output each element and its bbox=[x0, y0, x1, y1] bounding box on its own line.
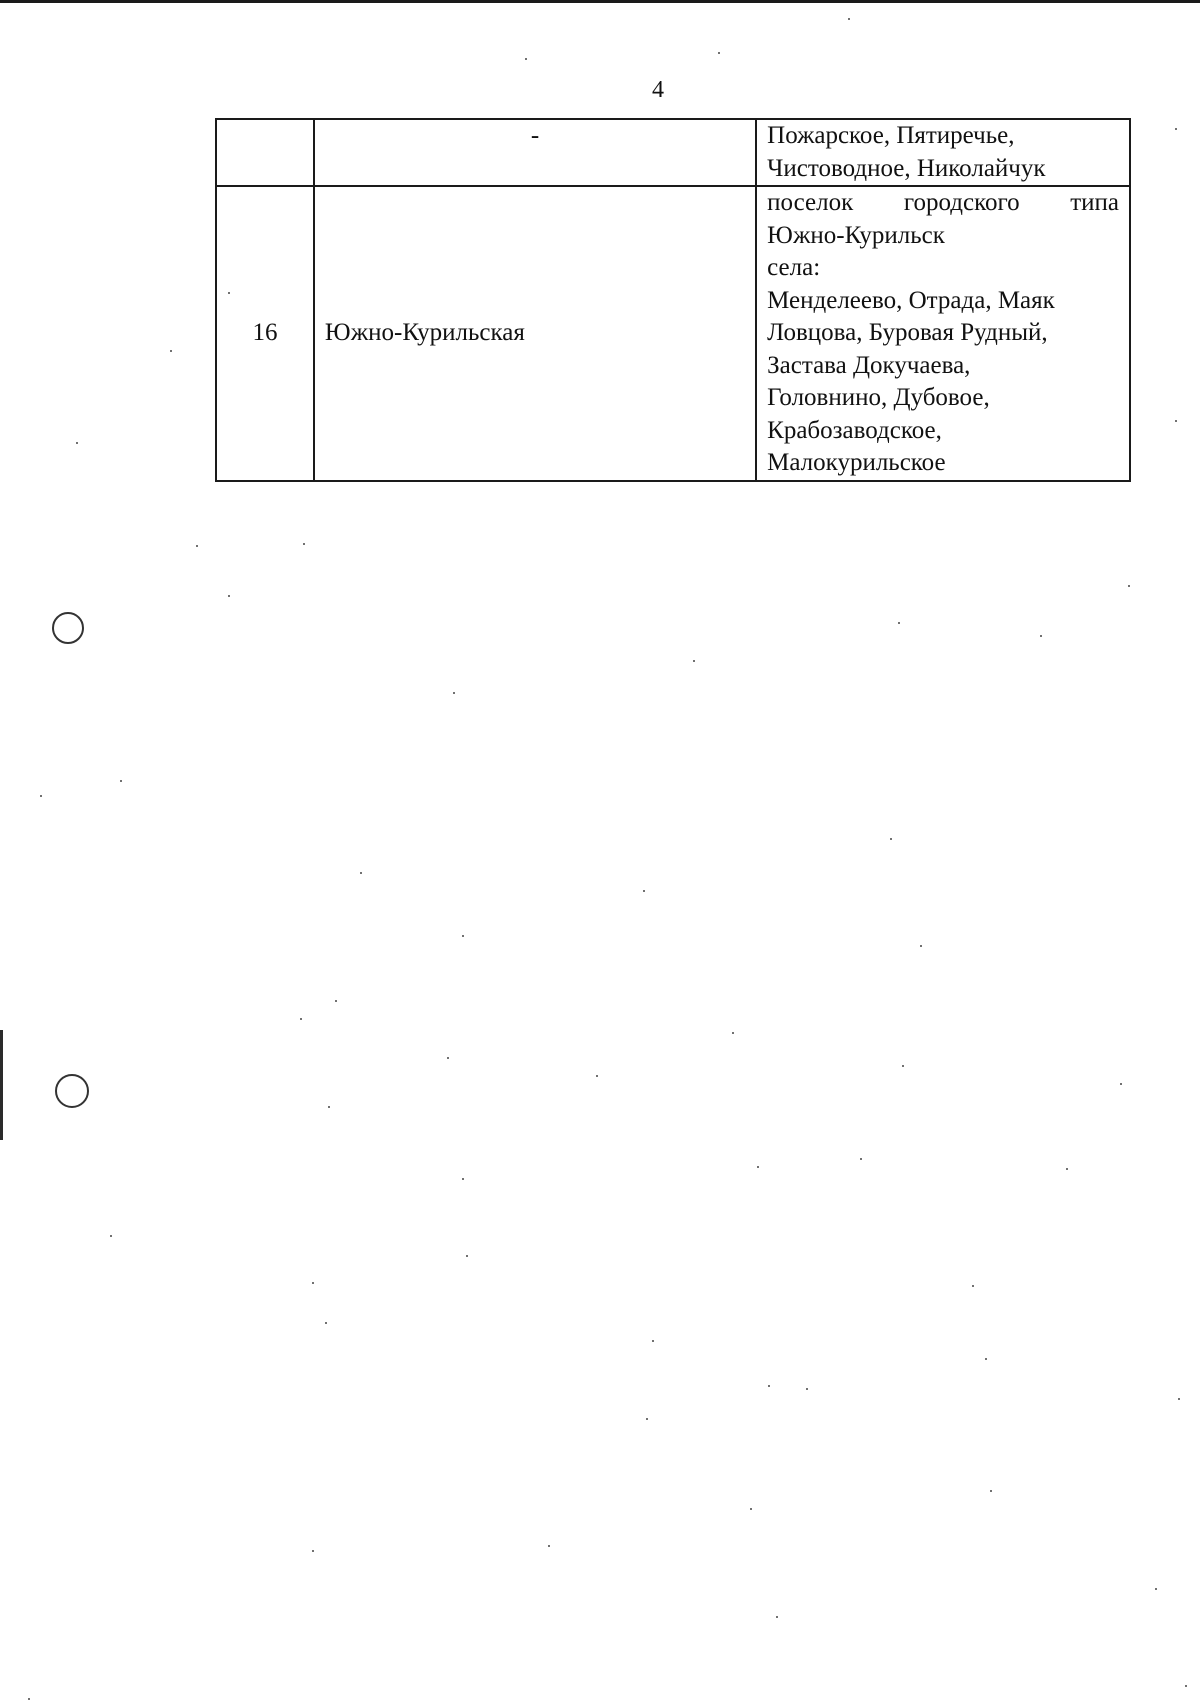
scan-speck bbox=[300, 1018, 302, 1020]
settlements-line: Южно-Курильск bbox=[767, 221, 945, 249]
settlements-cell bbox=[756, 186, 1130, 481]
scan-speck bbox=[303, 543, 305, 545]
scan-speck bbox=[902, 1065, 904, 1067]
settlements-line: Крабозаводское, bbox=[767, 416, 942, 444]
scan-speck bbox=[1120, 1083, 1122, 1085]
scan-speck bbox=[1185, 1685, 1187, 1687]
scan-speck bbox=[693, 660, 695, 662]
scan-speck bbox=[228, 595, 230, 597]
scan-speck bbox=[860, 1158, 862, 1160]
district-name-cell bbox=[314, 186, 756, 481]
page-number: 4 bbox=[652, 77, 664, 103]
scan-speck bbox=[806, 1388, 808, 1390]
scan-speck bbox=[447, 1057, 449, 1059]
scan-speck bbox=[1175, 420, 1177, 422]
scan-speck bbox=[76, 442, 78, 444]
scan-speck bbox=[757, 1166, 759, 1168]
scan-speck bbox=[40, 795, 42, 797]
settlements-word: городского bbox=[903, 189, 1020, 216]
scan-speck bbox=[110, 1235, 112, 1237]
settlements-line: Менделеево, Отрада, Маяк bbox=[767, 286, 1055, 314]
scan-speck bbox=[525, 58, 527, 60]
scan-speck bbox=[848, 18, 850, 20]
settlements-line: села: bbox=[767, 254, 821, 281]
settlements-table bbox=[215, 118, 1131, 482]
scan-speck bbox=[1155, 1588, 1157, 1590]
row-number-cell bbox=[216, 119, 314, 186]
settlements-line: Застава Докучаева, bbox=[767, 351, 971, 379]
scan-speck bbox=[28, 1698, 30, 1700]
scan-speck bbox=[466, 1255, 468, 1257]
scan-speck bbox=[462, 935, 464, 937]
scan-speck bbox=[328, 1106, 330, 1108]
scan-speck bbox=[985, 1358, 987, 1360]
scan-speck bbox=[643, 890, 645, 892]
scan-speck bbox=[898, 622, 900, 624]
scan-speck bbox=[196, 545, 198, 547]
punch-hole-mark bbox=[52, 612, 84, 644]
row-number-cell: 16 bbox=[216, 186, 314, 481]
scan-left-edge bbox=[0, 1030, 3, 1140]
scan-speck bbox=[920, 945, 922, 947]
scan-speck bbox=[120, 780, 122, 782]
scan-speck bbox=[335, 1000, 337, 1002]
punch-hole-mark bbox=[55, 1074, 89, 1108]
scan-speck bbox=[972, 1285, 974, 1287]
settlements-word: типа bbox=[1070, 189, 1119, 216]
scan-speck bbox=[462, 1178, 464, 1180]
scan-speck bbox=[718, 52, 720, 54]
scan-speck bbox=[750, 1508, 752, 1510]
settlements-line: Головнино, Дубовое, bbox=[767, 384, 990, 411]
scan-speck bbox=[1175, 128, 1177, 130]
scan-speck bbox=[1128, 585, 1130, 587]
scan-speck bbox=[1066, 1168, 1068, 1170]
settlements-line: Ловцова, Буровая Рудный, bbox=[767, 319, 1048, 346]
scan-speck bbox=[732, 1032, 734, 1034]
scan-speck bbox=[312, 1550, 314, 1552]
scan-speck bbox=[360, 872, 362, 874]
scan-speck bbox=[990, 1490, 992, 1492]
settlements-line bbox=[767, 187, 1119, 220]
scan-speck bbox=[228, 292, 230, 294]
settlements-line: Пожарское, Пятиречье, bbox=[767, 122, 1015, 149]
district-name: Южно-Курильская bbox=[324, 319, 525, 347]
scan-speck bbox=[325, 1322, 327, 1324]
settlements-line: Чистоводное, Николайчук bbox=[767, 154, 1046, 182]
scan-speck bbox=[453, 692, 455, 694]
table-row bbox=[216, 119, 1130, 186]
scan-speck bbox=[1178, 1398, 1180, 1400]
table-row bbox=[216, 186, 1130, 481]
settlements-line: Малокурильское bbox=[767, 449, 946, 476]
scan-top-edge bbox=[0, 0, 1200, 3]
scan-speck bbox=[768, 1385, 770, 1387]
settlements-cell bbox=[756, 119, 1130, 186]
scan-speck bbox=[596, 1075, 598, 1077]
district-name: - bbox=[530, 122, 540, 149]
scan-speck bbox=[548, 1545, 550, 1547]
settlements-word: поселок bbox=[767, 189, 854, 216]
scan-speck bbox=[776, 1616, 778, 1618]
scan-speck bbox=[312, 1282, 314, 1284]
scan-speck bbox=[646, 1418, 648, 1420]
scan-speck bbox=[890, 838, 892, 840]
scan-speck bbox=[1040, 635, 1042, 637]
district-name-cell bbox=[314, 119, 756, 186]
scan-speck bbox=[652, 1340, 654, 1342]
scan-speck bbox=[170, 350, 172, 352]
